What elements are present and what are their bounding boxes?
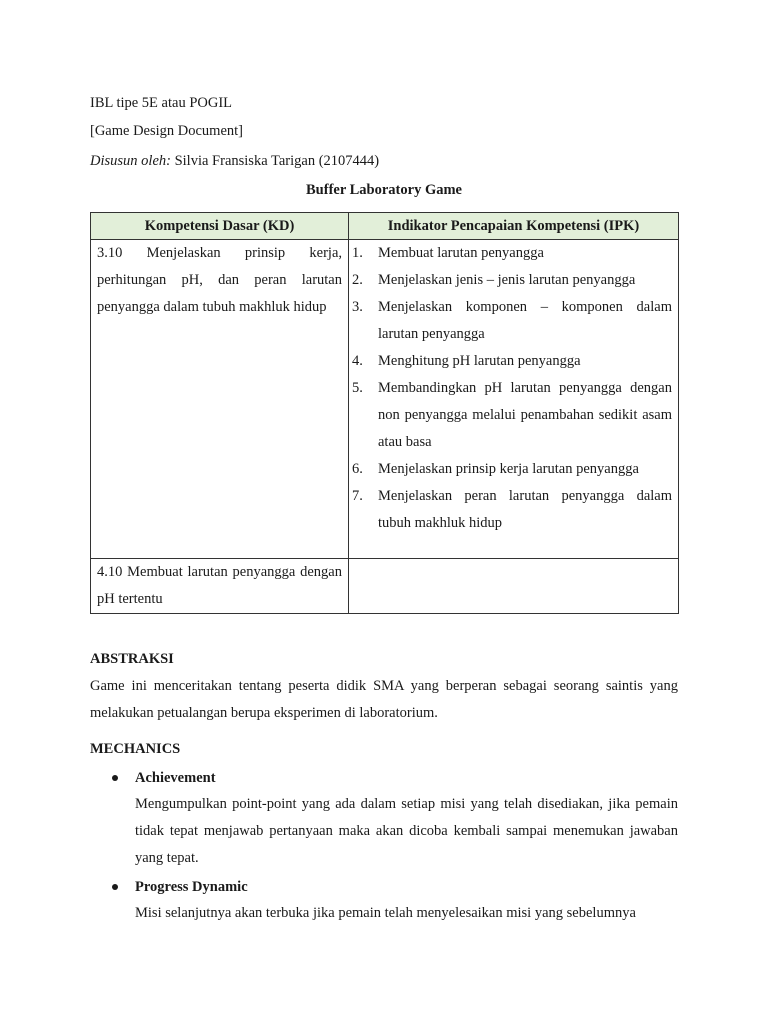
- list-item: [352, 456, 672, 483]
- mechanics-heading: MECHANICS: [90, 741, 181, 757]
- mechanic-description: Misi selanjutnya akan terbuka jika pemain telah menyelesaikan misi yang sebelumnya: [135, 905, 636, 921]
- list-number: 7.: [352, 488, 363, 504]
- author-line: [90, 151, 379, 171]
- list-text: Menjelaskan komponen – komponen dalam larutan penyangga: [378, 299, 672, 342]
- abstraksi-text: Game ini menceritakan tentang peserta didik SMA yang berperan sebagai seorang saintis yang melakukan petualangan berupa eksperimen di laboratorium.: [90, 678, 678, 721]
- competency-table: [90, 212, 679, 614]
- list-number: 2.: [352, 272, 363, 288]
- author-label: Disusun oleh:: [90, 153, 171, 169]
- page-title: Buffer Laboratory Game: [306, 182, 462, 198]
- table-header-kd: Kompetensi Dasar (KD): [91, 213, 349, 240]
- mechanic-label: Achievement: [135, 770, 216, 786]
- list-number: 4.: [352, 353, 363, 369]
- ipk-cell: [349, 240, 679, 559]
- table-row: [91, 240, 679, 559]
- list-item: [352, 483, 672, 537]
- mechanic-description: Mengumpulkan point-point yang ada dalam setiap misi yang telah disediakan, jika pemain tidak tepat menjawab pertanyaan maka akan dicoba kembali sampai menemukan jawaban yang tepat.: [135, 796, 678, 866]
- mechanic-item-achievement: [112, 768, 216, 788]
- table-row: [91, 559, 679, 614]
- ipk-cell-empty: [349, 559, 679, 614]
- kd-cell: [91, 240, 349, 559]
- doc-subtitle-model: IBL tipe 5E atau POGIL: [90, 95, 233, 111]
- abstraksi-heading: ABSTRAKSI: [90, 651, 174, 667]
- table-header-row: [91, 213, 679, 240]
- list-item: [352, 267, 672, 294]
- ipk-list: [352, 240, 672, 537]
- list-item: [352, 294, 672, 348]
- list-item: [352, 240, 672, 267]
- table-header-ipk: Indikator Pencapaian Kompetensi (IPK): [349, 213, 679, 240]
- list-number: 5.: [352, 380, 363, 396]
- kd-cell: [91, 559, 349, 614]
- bullet-icon: [112, 884, 118, 890]
- list-text: Menjelaskan prinsip kerja larutan penyangga: [378, 461, 639, 477]
- list-number: 6.: [352, 461, 363, 477]
- kd-text: 4.10 Membuat larutan penyangga dengan pH tertentu: [97, 564, 342, 607]
- list-text: Membandingkan pH larutan penyangga dengan non penyangga melalui penambahan sedikit asam atau basa: [378, 380, 672, 450]
- list-text: Menghitung pH larutan penyangga: [378, 353, 581, 369]
- mechanic-label: Progress Dynamic: [135, 879, 248, 895]
- list-number: 3.: [352, 299, 363, 315]
- list-text: Membuat larutan penyangga: [378, 245, 544, 261]
- mechanic-item-progress-dynamic: [112, 877, 248, 897]
- doc-type-label: [Game Design Document]: [90, 123, 244, 139]
- list-item: [352, 348, 672, 375]
- list-number: 1.: [352, 245, 363, 261]
- list-text: Menjelaskan peran larutan penyangga dalam tubuh makhluk hidup: [378, 488, 672, 531]
- author-name: Silvia Fransiska Tarigan (2107444): [170, 153, 380, 169]
- list-item: [352, 375, 672, 456]
- bullet-icon: [112, 775, 118, 781]
- list-text: Menjelaskan jenis – jenis larutan penyangga: [378, 272, 636, 288]
- kd-text: 3.10 Menjelaskan prinsip kerja, perhitungan pH, dan peran larutan penyangga dalam tubuh makhluk hidup: [97, 245, 342, 315]
